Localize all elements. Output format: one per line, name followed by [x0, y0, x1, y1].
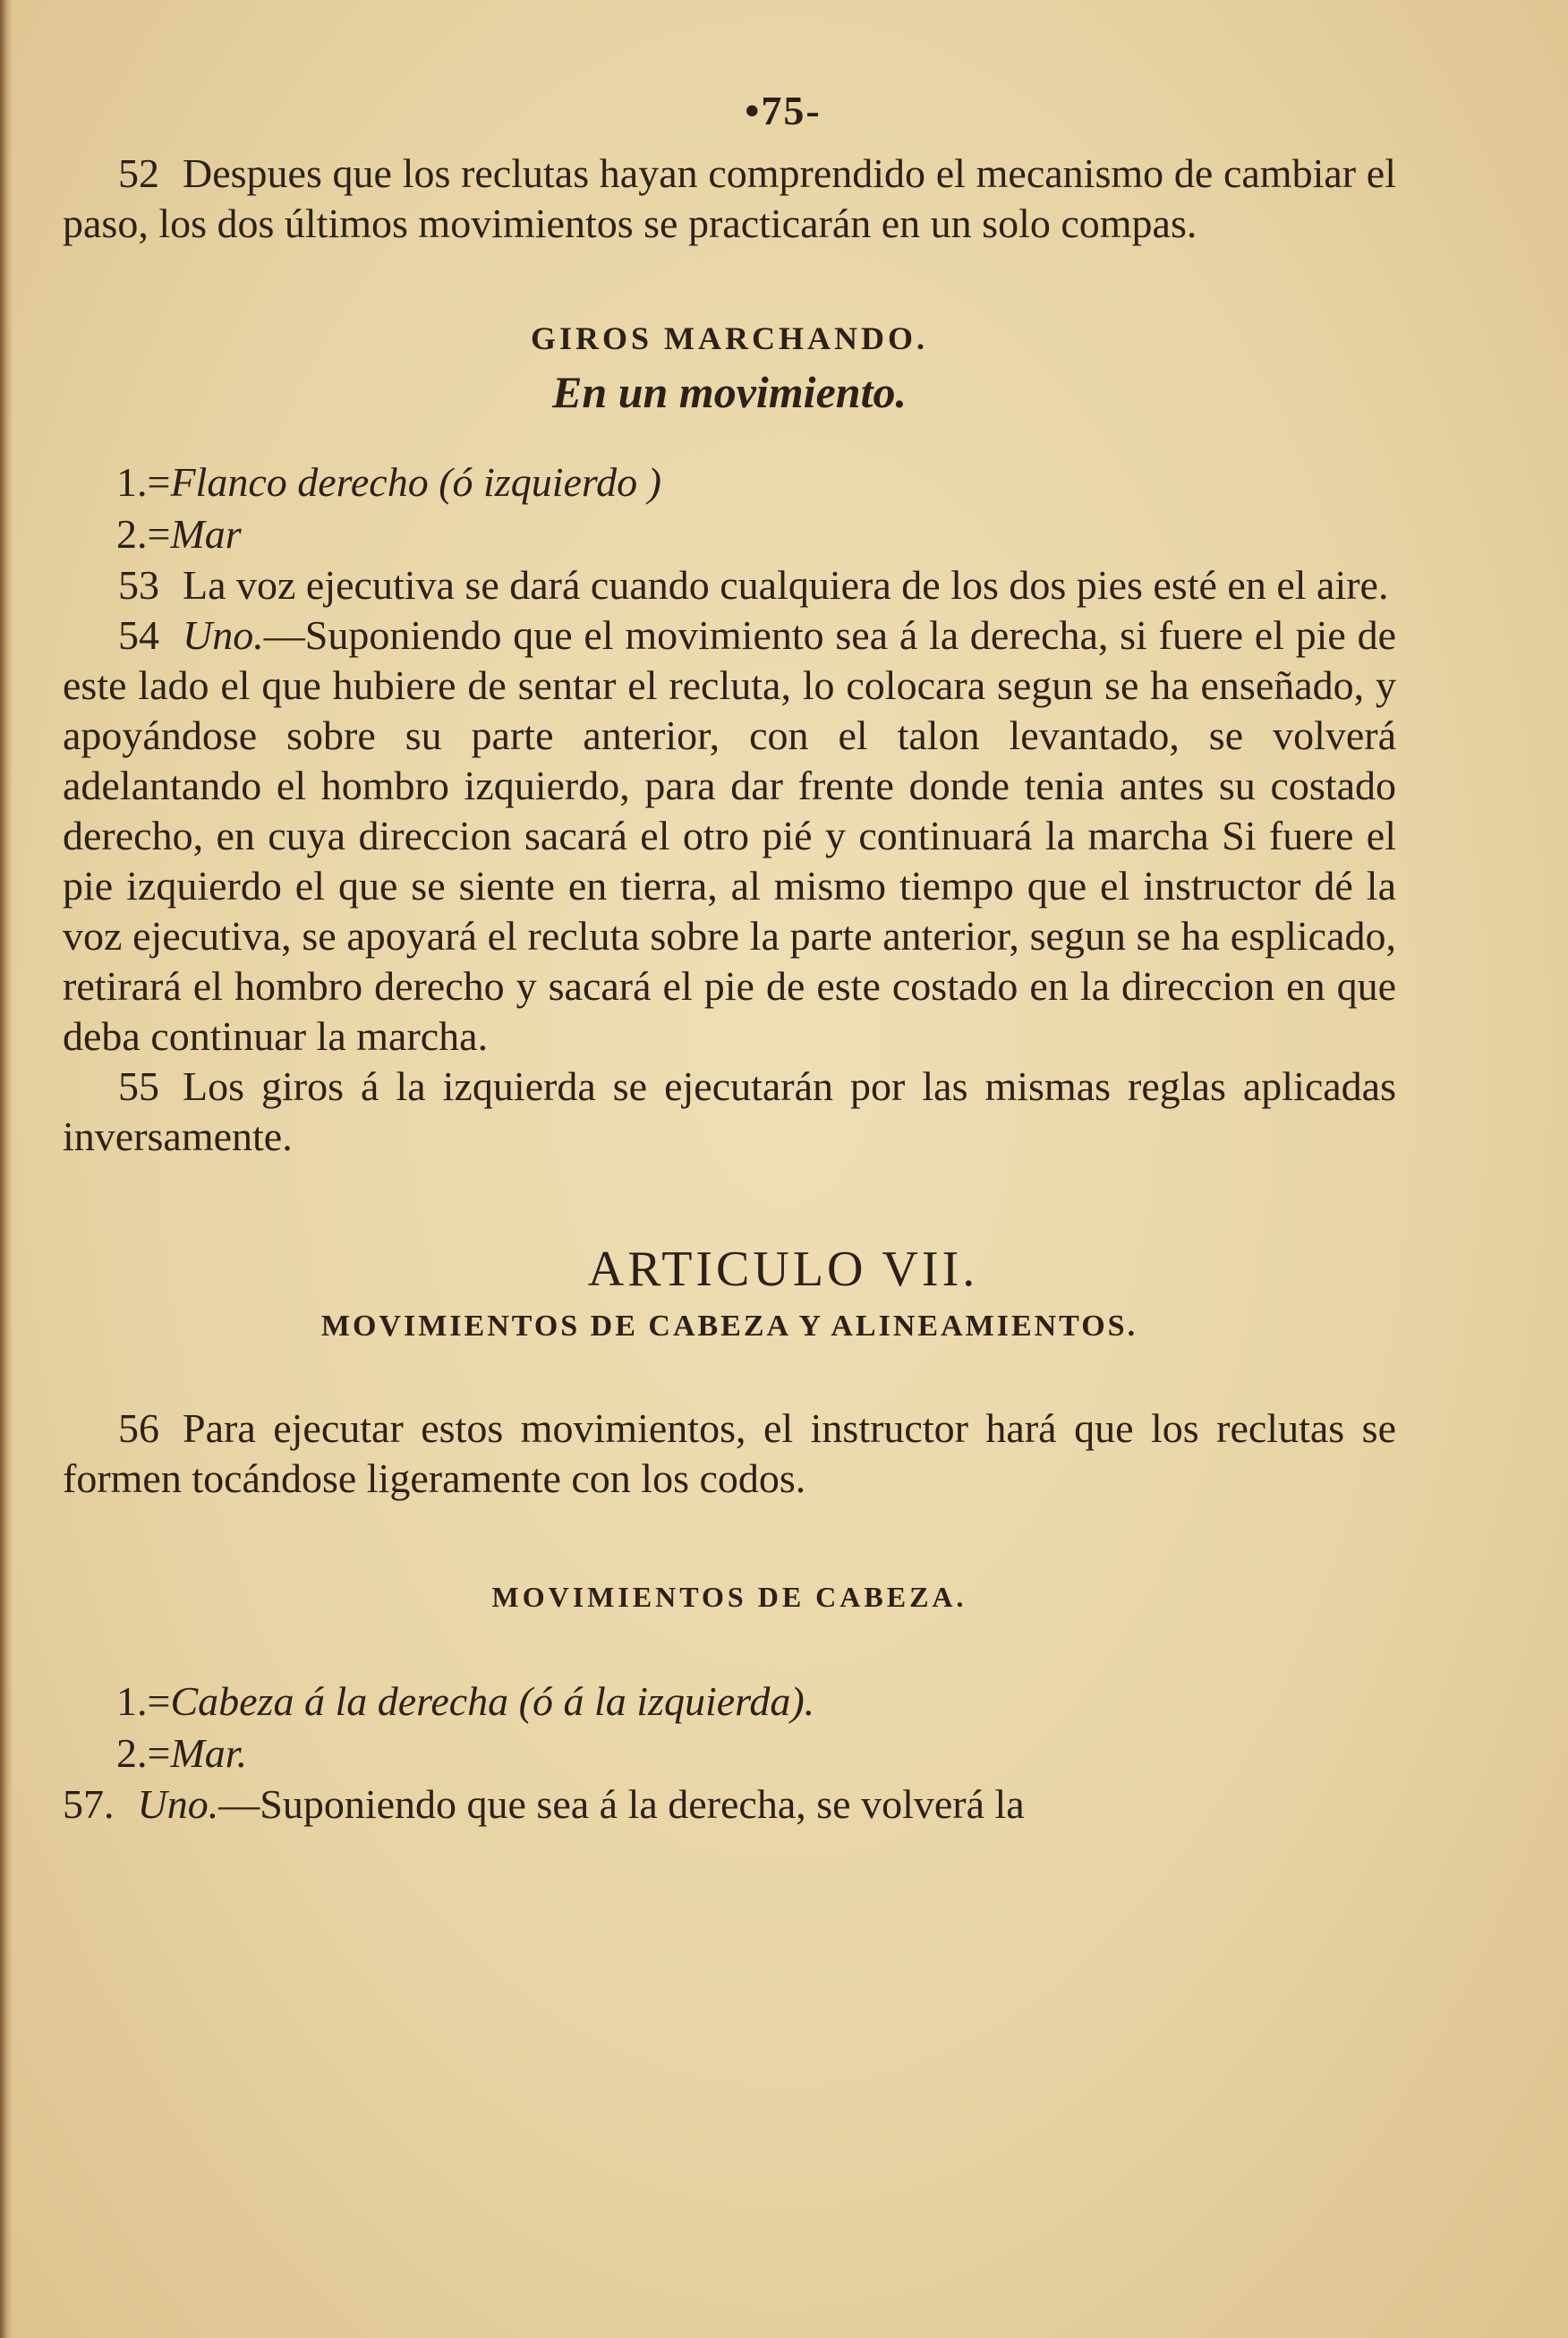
command-text: Mar — [170, 511, 242, 557]
command-line-1 — [116, 1676, 1396, 1728]
paragraph-lead: Uno. — [183, 612, 264, 658]
paragraph-text: Los giros á la izquierda se ejecutarán por las mismas reglas aplicadas inversamente. — [63, 1063, 1396, 1159]
page-content — [63, 86, 1396, 1830]
command-line-1 — [116, 457, 1396, 508]
command-number: 1.= — [116, 1678, 171, 1724]
paragraph-text: La voz ejecutiva se dará cuando cualquiera de los dos pies esté en el aire. — [183, 562, 1389, 608]
paragraph-text: —Suponiendo que el movimiento sea á la derecha, si fuere el pie de este lado el que hubiere de sentar el recluta, lo colocara segun se ha enseñado, y apoyándose sobre su parte anterior, con el talon levantado, se volverá adelantando el hombro izquierdo, para dar frente donde tenia antes su costado derecho, en cuya direccion sacará el otro pié y continuará la marcha Si fuere el pie izquierdo el que se siente en tierra, al mismo tiempo que el instructor dé la voz ejecutiva, se apoyará el recluta sobre la parte anterior, segun se ha esplicado, retirará el hombro derecho y sacará el pie de este costado en la direccion en que deba continuar la marcha. — [63, 612, 1396, 1059]
paragraph-number: 56 — [118, 1405, 159, 1451]
article-subtitle: MOVIMIENTOS DE CABEZA Y ALINEAMIENTOS. — [320, 1310, 1138, 1343]
paragraph-number: 57. — [63, 1781, 115, 1827]
paragraph-number: 55 — [118, 1063, 159, 1109]
paragraph-57 — [63, 1779, 1396, 1830]
command-text: Flanco derecho (ó izquierdo ) — [170, 459, 661, 505]
paragraph-56 — [63, 1404, 1396, 1504]
paragraph-number: 52 — [118, 150, 159, 196]
command-line-2 — [116, 508, 1396, 560]
command-number: 1.= — [116, 459, 171, 505]
paragraph-lead: Uno. — [137, 1781, 219, 1827]
command-number: 2.= — [116, 511, 171, 557]
page-binding-edge — [0, 0, 13, 2338]
paragraph-55 — [63, 1062, 1396, 1162]
section-title-giros: GIROS MARCHANDO. — [530, 320, 928, 356]
command-text: Cabeza á la derecha (ó á la izquierda). — [170, 1678, 815, 1724]
paragraph-number: 53 — [118, 562, 159, 608]
paragraph-number: 54 — [118, 612, 159, 658]
paragraph-53 — [63, 560, 1396, 610]
command-text: Mar. — [170, 1730, 248, 1776]
paragraph-text: Para ejecutar estos movimientos, el instructor hará que los reclutas se formen tocándose ligeramente con los codos. — [63, 1405, 1396, 1501]
paragraph-52 — [63, 149, 1396, 249]
paragraph-text: —Suponiendo que sea á la derecha, se volverá la — [218, 1781, 1025, 1827]
command-line-2 — [116, 1728, 1396, 1779]
paragraph-54 — [63, 610, 1396, 1062]
command-number: 2.= — [116, 1730, 171, 1776]
paragraph-text: Despues que los reclutas hayan comprendido el mecanismo de cambiar el paso, los dos últimos movimientos se practicarán en un solo compas. — [63, 150, 1396, 246]
article-title: ARTICULO VII. — [587, 1242, 979, 1297]
section-title-cabeza: MOVIMIENTOS DE CABEZA. — [491, 1581, 967, 1613]
page-number: •75- — [745, 88, 822, 133]
section-subtitle-giros: En un movimiento. — [552, 367, 907, 417]
